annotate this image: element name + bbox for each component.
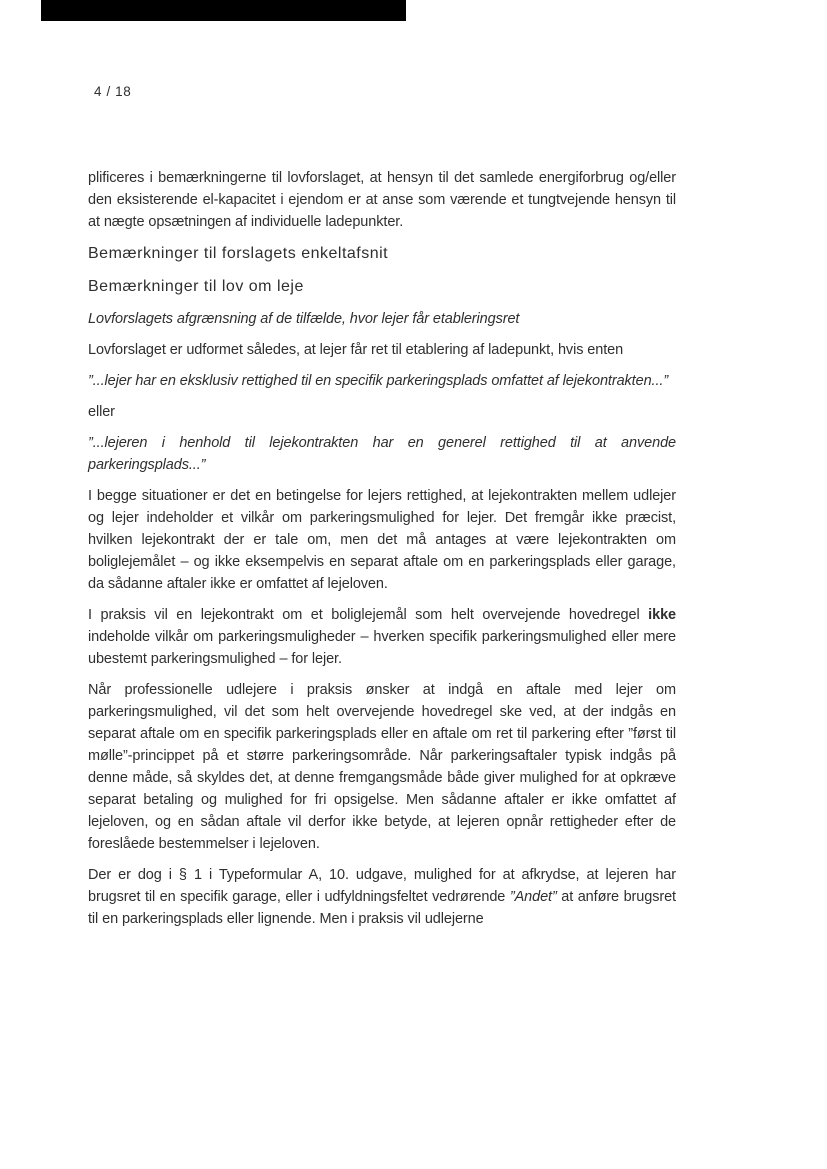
paragraph-praksis [88, 604, 676, 670]
paragraph-typeformular [88, 864, 676, 930]
paragraph-udformet: Lovforslaget er udformet således, at lejer får ret til etablering af ladepunkt, hvis enten [88, 342, 624, 358]
section-heading-lov-om-leje: Bemærkninger til lov om leje [88, 278, 304, 295]
section-heading-enkeltafsnit: Bemærkninger til forslagets enkeltafsnit [88, 245, 389, 262]
connector-eller: eller [88, 404, 115, 420]
paragraph-professionelle-udlejere: Når professionelle udlejere i praksis ønsker at indgå en aftale med lejer om parkeringsmulighed, vil det som helt overvejende hovedregel ske ved, at der indgås en separat aftale om en specifik parkeringsplads eller en aftale om ret til parkering efter ”først til mølle”-princippet på et større parkeringsområde. Når parkeringsaftaler typisk indgås på denne måde, så skyldes det, at denne fremgangsmåde både giver mulighed for at opkræve separat betaling og mulighed for fri opsigelse. Men sådanne aftaler er ikke omfattet af lejeloven, og en sådan aftale vil derfor ikke betyde, at lejeren opnår rettigheder efter de foreslåede bestemmelser i lejeloven. [88, 682, 676, 852]
block-quote-generel-rettighed: ”...lejeren i henhold til lejekontrakten har en generel rettighed til at anvende parkeringsplads...” [88, 435, 676, 473]
paragraph-begge-situationer: I begge situationer er det en betingelse for lejers rettighed, at lejekontrakten mellem udlejer og lejer indeholder et vilkår om parkeringsmulighed for lejer. Det fremgår ikke præcist, hvilken lejekontrakt der er tale om, men det må antages at være lejekontrakten om boliglejemålet – og ikke eksempelvis en separat aftale om en parkeringsplads eller garage, da sådanne aftaler ikke er omfattet af lejeloven. [88, 488, 676, 592]
paragraph-text: Der er dog i § 1 i Typeformular A, 10. udgave, mulighed for at afkrydse, at lejeren har brugsret til en specifik garage, eller i udfyldningsfeltet vedrørende [88, 867, 676, 905]
italic-text-andet: ”Andet” [509, 889, 557, 905]
block-quote-eksklusiv-rettighed: ”...lejer har en eksklusiv rettighed til en specifik parkeringsplads omfattet af lejekontrakten...” [88, 373, 669, 389]
italic-subheading-afgraensning: Lovforslagets afgrænsning af de tilfælde, hvor lejer får etableringsret [88, 311, 520, 327]
paragraph-text: at anføre brugsret til en parkeringsplads eller lignende. Men i praksis vil udlejerne [88, 889, 676, 927]
bold-text-ikke: ikke [648, 607, 676, 623]
page-number: 4 / 18 [94, 84, 132, 99]
paragraph-text: indeholde vilkår om parkeringsmuligheder – hverken specifik parkeringsmulighed eller mere ubestemt parkeringsmulighed – for lejer. [88, 629, 676, 667]
paragraph-text: I praksis vil en lejekontrakt om et boliglejemål som helt overvejende hovedregel [88, 607, 649, 623]
redaction-bar [41, 0, 406, 21]
document-body [88, 167, 676, 939]
paragraph-intro-continuation: plificeres i bemærkningerne til lovforslaget, at hensyn til det samlede energiforbrug og/eller den eksisterende el-kapacitet i ejendom er at anse som værende et tungtvejende hensyn til at nægte opsætningen af individuelle ladepunkter. [88, 170, 676, 230]
